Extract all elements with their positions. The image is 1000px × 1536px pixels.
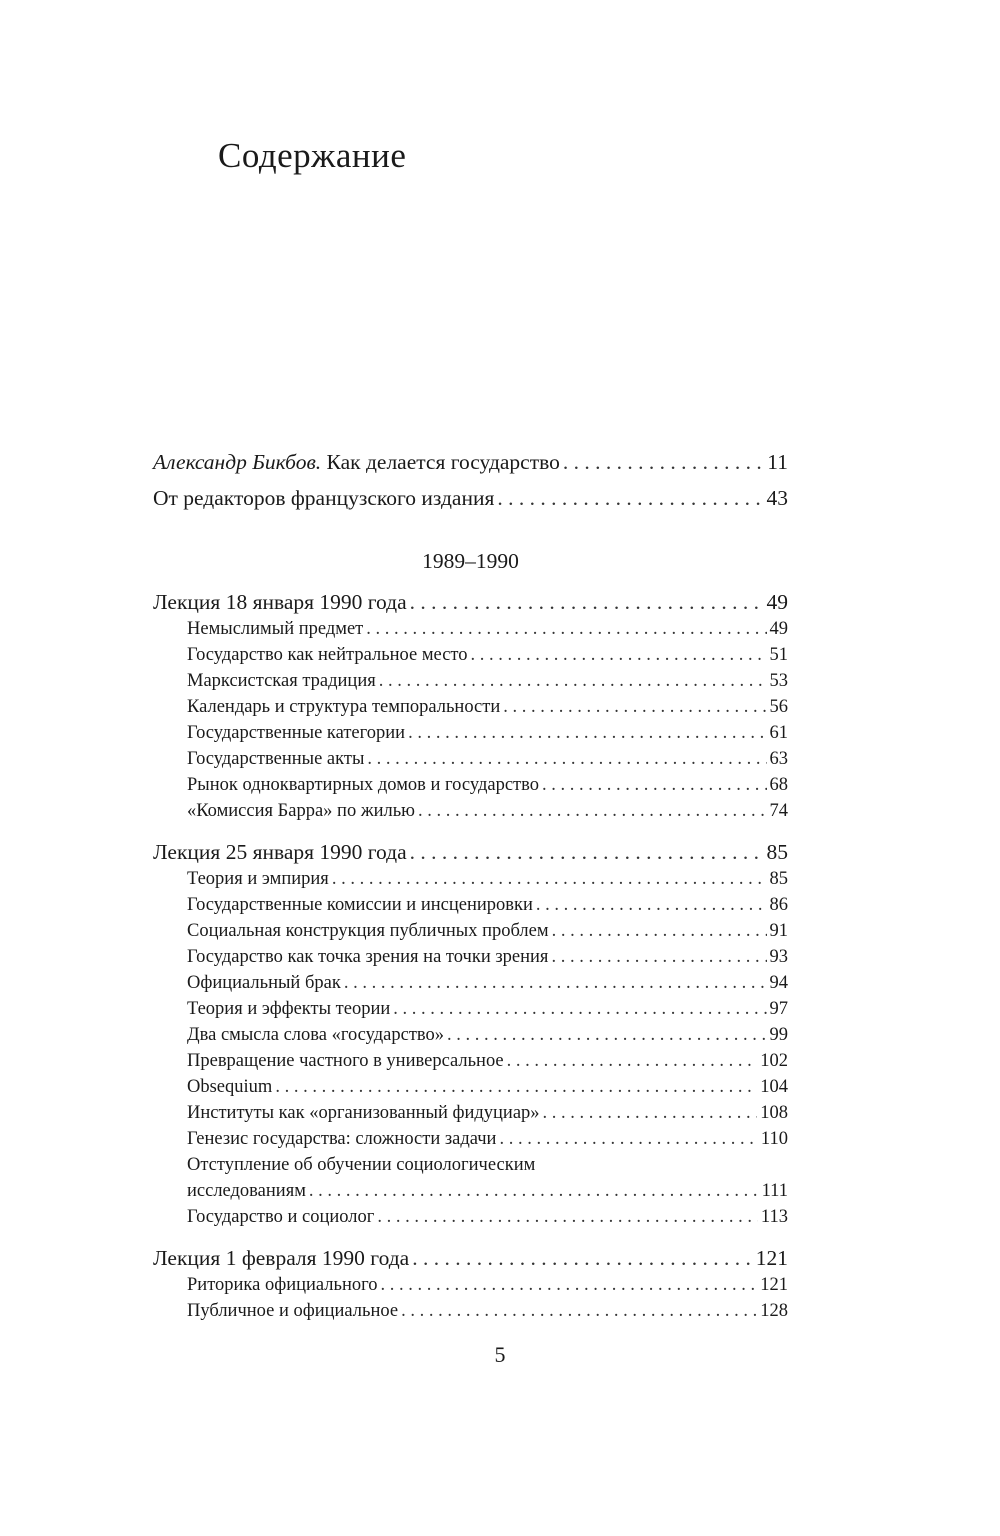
toc-subentry: Государственные комиссии и инсценировки . . . 86 bbox=[153, 892, 788, 918]
toc-subentry: Два смысла слова «государство» . . . 99 bbox=[153, 1022, 788, 1048]
toc-subentry: Теория и эмпирия . . . 85 bbox=[153, 866, 788, 892]
toc-subentry: «Комиссия Барра» по жилью . . . 74 bbox=[153, 798, 788, 824]
dot-leader bbox=[471, 642, 767, 668]
lecture-page: 121 bbox=[755, 1246, 788, 1270]
section-heading: 1989–1990 bbox=[422, 549, 519, 573]
dot-leader bbox=[380, 1272, 757, 1298]
dot-leader bbox=[410, 838, 764, 866]
dot-leader bbox=[408, 720, 766, 746]
dot-leader bbox=[366, 616, 766, 642]
toc-subentry: Генезис государства: сложности задачи . . . 110 bbox=[153, 1126, 788, 1152]
toc-subentry: Превращение частного в универсальное . . . 102 bbox=[153, 1048, 788, 1074]
dot-leader bbox=[563, 444, 764, 480]
toc-subentry: Государство как точка зрения на точки зрения . . . 93 bbox=[153, 944, 788, 970]
page-number: 5 bbox=[494, 1342, 506, 1367]
toc-subentry: Рынок одноквартирных домов и государство . . . 68 bbox=[153, 772, 788, 798]
lecture-entry bbox=[153, 838, 788, 866]
toc-entry-preface bbox=[153, 444, 788, 480]
lecture-entry bbox=[153, 588, 788, 616]
dot-leader bbox=[401, 1298, 757, 1324]
dot-leader bbox=[542, 772, 767, 798]
dot-leader bbox=[499, 1126, 757, 1152]
dot-leader bbox=[309, 1178, 759, 1204]
dot-leader bbox=[543, 1100, 758, 1126]
entry-author: Александр Бикбов. bbox=[153, 450, 322, 474]
dot-leader bbox=[418, 798, 767, 824]
toc-subentry: Немыслимый предмет . . . 49 bbox=[153, 616, 788, 642]
dot-leader bbox=[344, 970, 767, 996]
toc-subentry: Obsequium . . . 104 bbox=[153, 1074, 788, 1100]
dot-leader bbox=[410, 588, 764, 616]
toc-subentry: Публичное и официальное . . . 128 bbox=[153, 1298, 788, 1324]
dot-leader bbox=[503, 694, 766, 720]
dot-leader bbox=[367, 746, 766, 772]
toc-subentry-line1: Отступление об обучении социологическим bbox=[187, 1155, 536, 1175]
lecture-entry bbox=[153, 1244, 788, 1272]
toc-subentry: Календарь и структура темпоральности . . . 56 bbox=[153, 694, 788, 720]
toc-subentry: Марксистская традиция . . . 53 bbox=[153, 668, 788, 694]
dot-leader bbox=[551, 944, 766, 970]
toc-subentry: Институты как «организованный фидуциар» . . . 108 bbox=[153, 1100, 788, 1126]
dot-leader bbox=[507, 1048, 758, 1074]
toc-subentry: Государственные акты . . . 63 bbox=[153, 746, 788, 772]
lecture-block bbox=[153, 838, 788, 1230]
dot-leader bbox=[275, 1074, 757, 1100]
entry-title: От редакторов французского издания bbox=[153, 486, 495, 510]
dot-leader bbox=[412, 1244, 753, 1272]
lecture-title: Лекция 18 января 1990 года bbox=[153, 590, 407, 614]
entry-page: 11 bbox=[767, 450, 788, 474]
dot-leader bbox=[379, 668, 767, 694]
entry-title: Как делается государство bbox=[326, 450, 560, 474]
toc-subentry: Социальная конструкция публичных проблем . . . 91 bbox=[153, 918, 788, 944]
lecture-title: Лекция 1 февраля 1990 года bbox=[153, 1246, 410, 1270]
toc-subentry: Государство и социолог . . . 113 bbox=[153, 1204, 788, 1230]
lecture-title: Лекция 25 января 1990 года bbox=[153, 840, 407, 864]
dot-leader bbox=[447, 1022, 766, 1048]
toc-subentry: исследованиям . . . 111 bbox=[153, 1178, 788, 1204]
lecture-page: 85 bbox=[766, 840, 788, 864]
entry-page: 43 bbox=[766, 486, 788, 510]
lecture-block bbox=[153, 588, 788, 824]
toc-subentry: Государственные категории . . . 61 bbox=[153, 720, 788, 746]
dot-leader bbox=[536, 892, 767, 918]
lecture-block bbox=[153, 1244, 788, 1324]
dot-leader bbox=[497, 480, 763, 516]
dot-leader bbox=[552, 918, 767, 944]
dot-leader bbox=[377, 1204, 758, 1230]
toc-entry-editors bbox=[153, 480, 788, 516]
toc-subentry: Государство как нейтральное место . . . 51 bbox=[153, 642, 788, 668]
toc-subentry: Официальный брак . . . 94 bbox=[153, 970, 788, 996]
dot-leader bbox=[332, 866, 767, 892]
lecture-page: 49 bbox=[766, 590, 788, 614]
toc-subentry: Теория и эффекты теории . . . 97 bbox=[153, 996, 788, 1022]
page-title: Содержание bbox=[218, 136, 407, 175]
table-of-contents bbox=[153, 444, 788, 1338]
toc-subentry: Риторика официального . . . 121 bbox=[153, 1272, 788, 1298]
dot-leader bbox=[393, 996, 766, 1022]
